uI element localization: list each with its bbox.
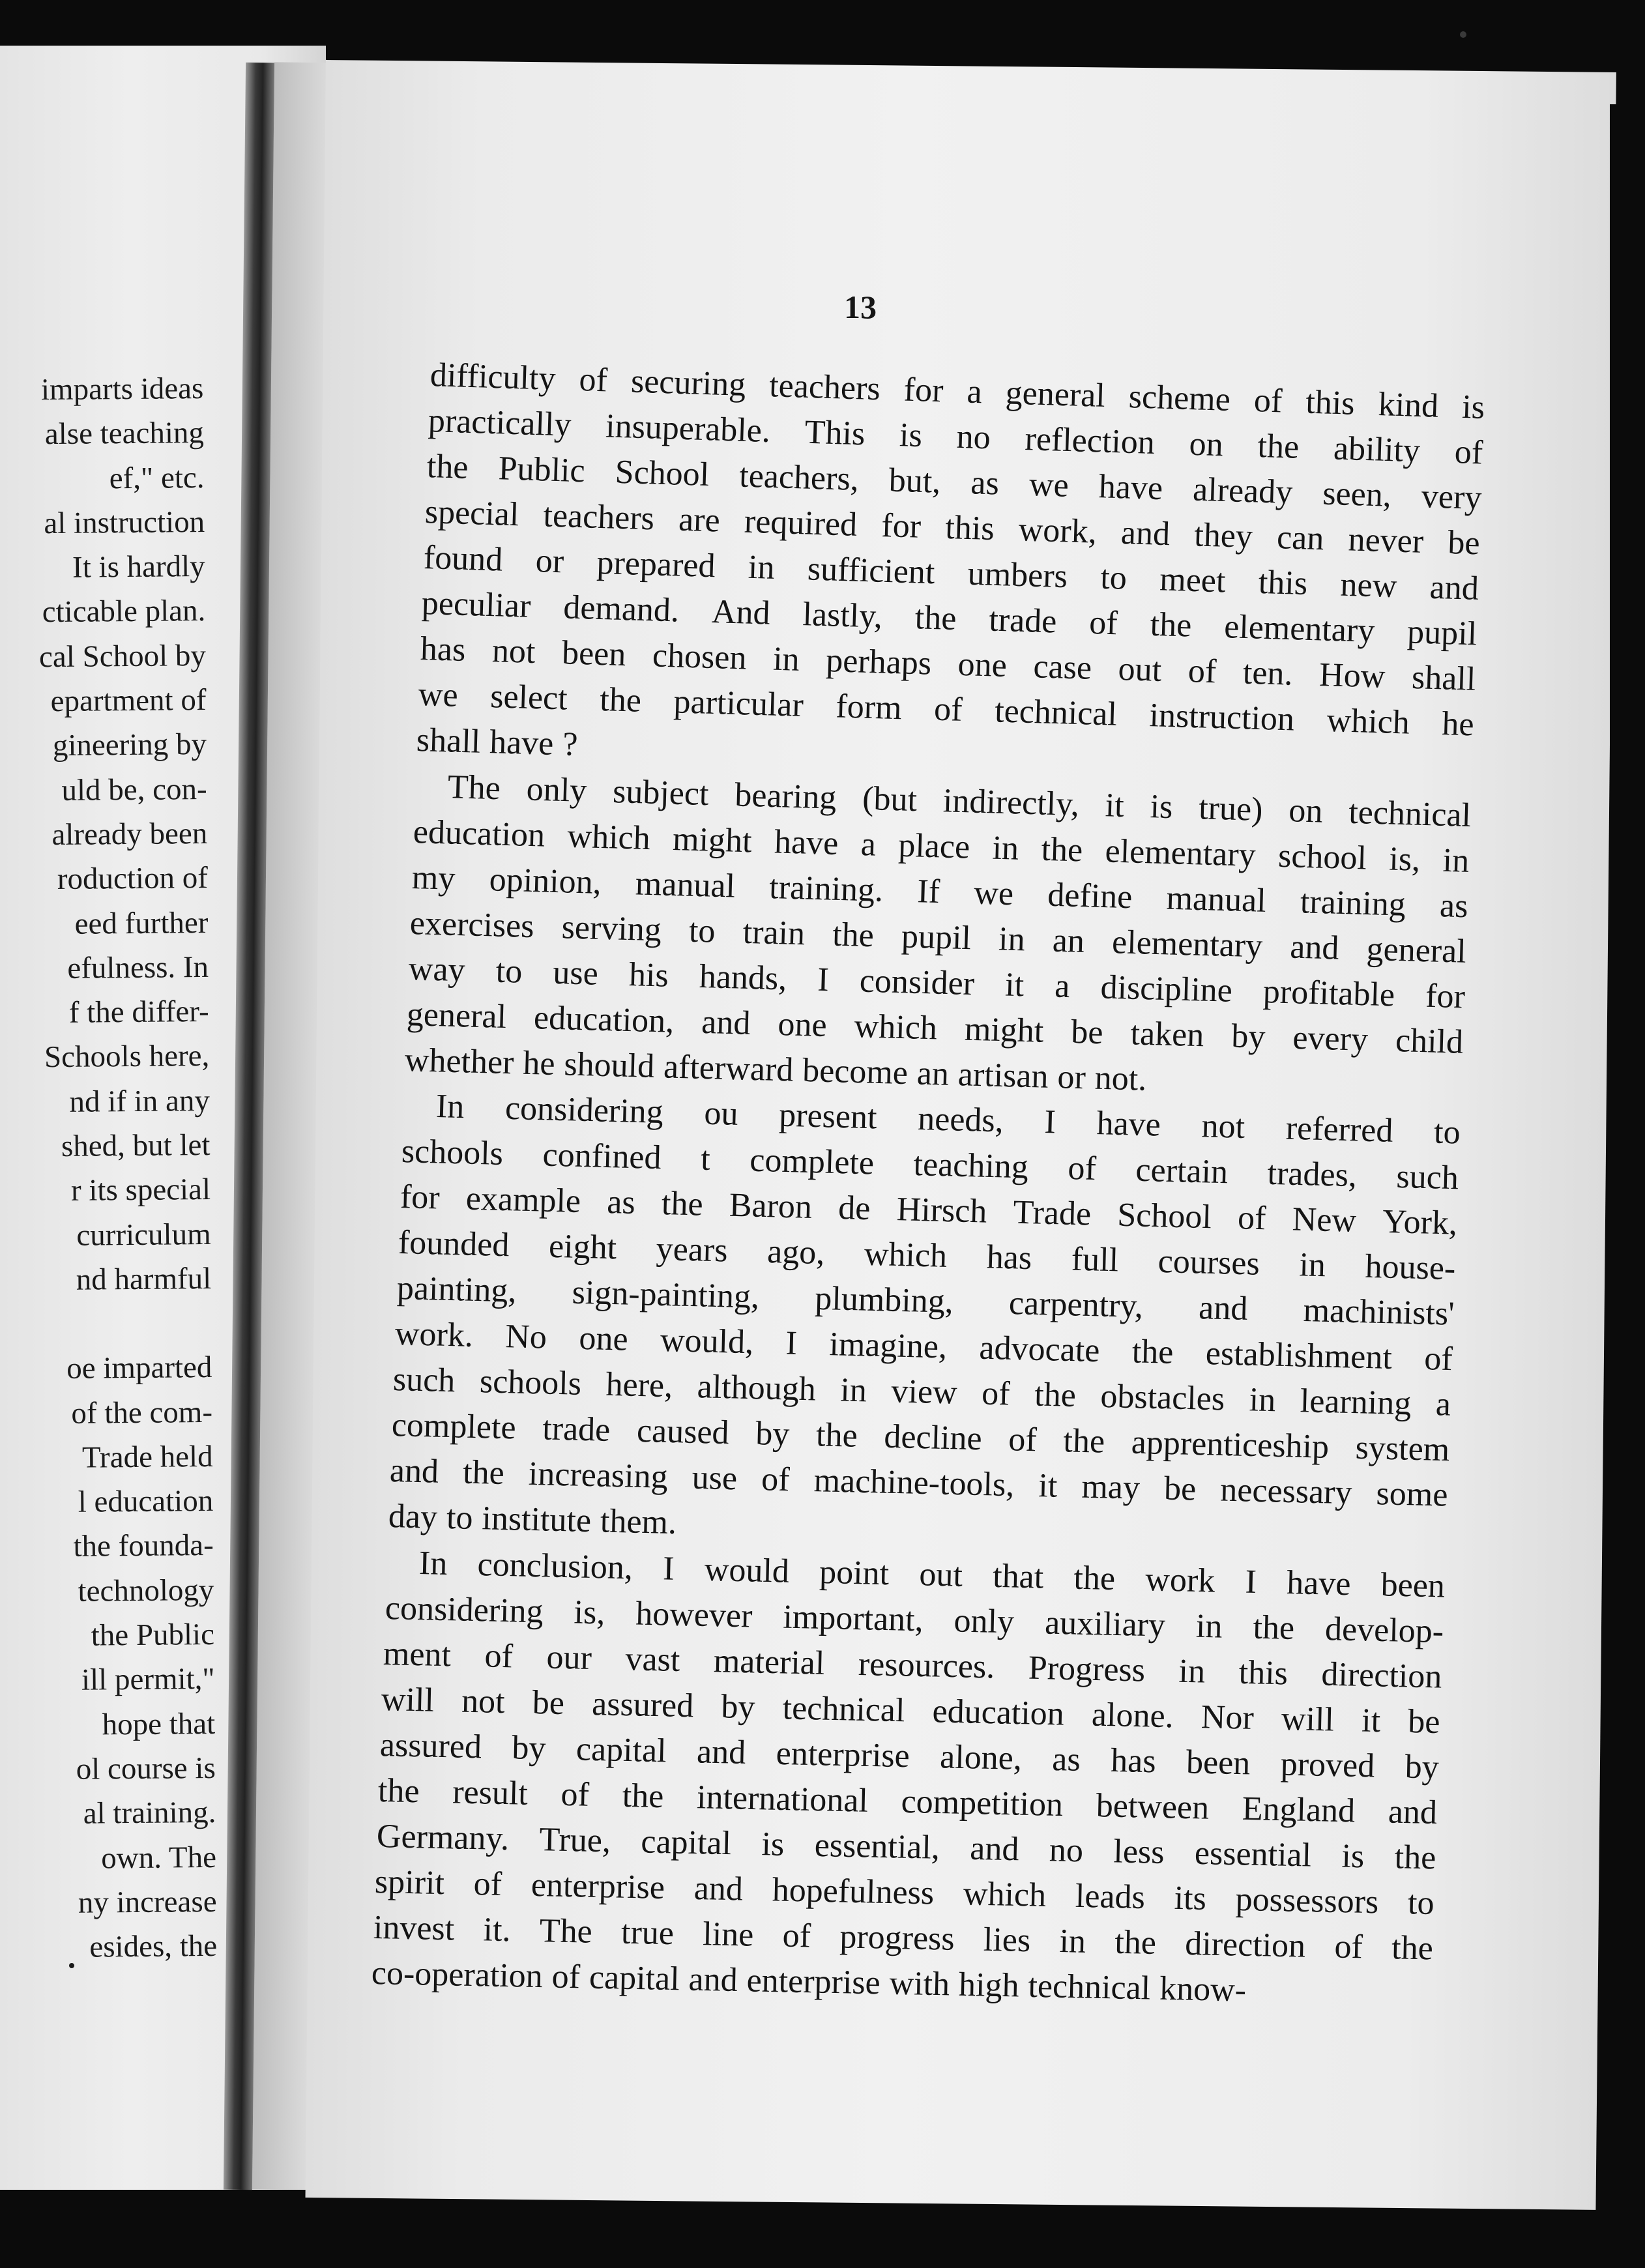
body-text-line: Germany. True, capital is essential, and no less essential is the	[376, 1817, 1436, 1877]
body-text-line: difficulty of securing teachers for a general scheme of this kind is	[429, 356, 1485, 426]
body-text-line: found or prepared in sufficient umbers to meet this new and	[422, 539, 1479, 608]
body-text-line: special teachers are required for this work, and they can never be	[424, 493, 1481, 562]
body-text-line: way to use his hands, I consider it a discipline profitable for	[407, 950, 1466, 1016]
left-text-line: nd harmful	[76, 1261, 212, 1297]
body-text-line: founded eight years ago, which has full courses in house-	[398, 1224, 1457, 1288]
body-text-line: practically insuperable. This is no reflection on the ability of	[428, 402, 1484, 472]
left-text-line: shed, but let	[61, 1128, 211, 1163]
left-text-line: ny increase	[78, 1884, 217, 1920]
left-text-line: f the differ-	[68, 995, 209, 1030]
body-text-line: general education, and one which might be taken by every child	[406, 995, 1464, 1061]
left-text-line: nd if in any	[69, 1083, 211, 1119]
body-text-line: considering is, however important, only auxiliary in the develop-	[384, 1589, 1444, 1650]
left-text-line: It is hardly	[72, 549, 205, 585]
body-text-line: The only subject bearing (but indirectly, it is true) on technical	[447, 768, 1472, 834]
left-text-line: of the com-	[71, 1395, 213, 1431]
body-text-line: schools confined t complete teaching of certain trades, such	[401, 1132, 1459, 1197]
body-text-line: the Public School teachers, but, as we have already seen, very	[426, 448, 1483, 517]
left-text-line: roduction of	[57, 861, 209, 897]
left-text-line: ef," etc.	[109, 460, 205, 495]
left-text-line: eed further	[74, 905, 209, 941]
left-text-line: efulness. In	[67, 950, 209, 985]
body-text-line: has not been chosen in perhaps one case out of ten. How shall	[419, 630, 1476, 699]
left-text-line: epartment of	[50, 683, 207, 719]
body-text-line: the result of the international competition between England and	[377, 1771, 1438, 1831]
body-text-line: complete trade caused by the decline of the apprenticeship system	[391, 1406, 1450, 1469]
left-text-line: Schools here,	[44, 1039, 210, 1075]
left-text-line: ill permit,"	[81, 1662, 215, 1698]
body-text-line: day to institute them.	[388, 1498, 677, 1542]
body-text-line: In conclusion, I would point out that the work I have been	[418, 1544, 1446, 1605]
left-text-line: gineering by	[52, 727, 207, 763]
body-text-line: my opinion, manual training. If we define manual training as	[411, 858, 1468, 925]
body-text-line: painting, sign-painting, plumbing, carpentry, and machinists'	[396, 1270, 1455, 1333]
left-text-line: l education	[78, 1484, 214, 1519]
left-text-line: Trade held	[81, 1439, 213, 1475]
page-number: 13	[844, 289, 877, 325]
left-text-line: alse teaching	[44, 416, 205, 452]
left-text-line: cal School by	[38, 638, 207, 674]
body-text-line: spirit of enterprise and hopefulness which leads its possessors to	[374, 1863, 1435, 1922]
left-text-line: esides, the	[89, 1929, 218, 1964]
body-text-line: work. No one would, I imagine, advocate the establishment of	[394, 1315, 1453, 1378]
body-text-line: such schools here, although in view of the obstacles in learning a	[392, 1361, 1452, 1423]
body-text-line: ment of our vast material resources. Progress in this direction	[383, 1635, 1442, 1696]
left-text-line: uld be, con-	[61, 772, 207, 807]
body-text-line: peculiar demand. And lastly, the trade of the elementary pupil	[421, 585, 1478, 653]
left-text-line: the founda-	[73, 1528, 214, 1564]
body-text-line: assured by capital and enterprise alone, as has been proved by	[379, 1726, 1440, 1786]
left-text-line: al training.	[83, 1796, 216, 1831]
left-text-line: r its special	[70, 1172, 211, 1208]
left-text-line: curriculum	[76, 1217, 211, 1253]
left-text-line: technology	[78, 1573, 214, 1608]
body-text-line: exercises serving to train the pupil in an elementary and general	[409, 904, 1467, 970]
left-text-line: hope that	[102, 1706, 216, 1742]
body-text-line: whether he should afterward become an artisan or not.	[404, 1041, 1148, 1098]
body-text-line: shall have ?	[416, 721, 579, 764]
left-text-line: cticable plan.	[42, 594, 206, 630]
body-text-line: and the increasing use of machine-tools, it may be necessary some	[389, 1452, 1449, 1515]
body-text-line: we select the particular form of technical instruction which he	[418, 676, 1475, 744]
left-text-line: al instruction	[44, 504, 205, 541]
body-text-line: invest it. The true line of progress lies in the direction of the	[372, 1908, 1433, 1968]
body-text-line: will not be assured by technical education alone. Nor will it be	[381, 1680, 1441, 1741]
left-text-line: oe imparted	[66, 1350, 212, 1386]
left-text-line: imparts ideas	[40, 371, 204, 407]
left-text-line: ol course is	[76, 1751, 216, 1786]
body-text-line: for example as the Baron de Hirsch Trade School of New York,	[399, 1178, 1458, 1242]
left-text-line: the Public	[91, 1617, 215, 1653]
body-text-line: co-operation of capital and enterprise with high technical know-	[371, 1955, 1247, 2009]
body-text-line: In considering ou present needs, I have not referred to	[435, 1088, 1461, 1152]
left-text-line: own. The	[101, 1840, 217, 1875]
left-text-line: already been	[51, 816, 208, 852]
body-text-line: education which might have a place in the elementary school is, in	[413, 813, 1470, 880]
